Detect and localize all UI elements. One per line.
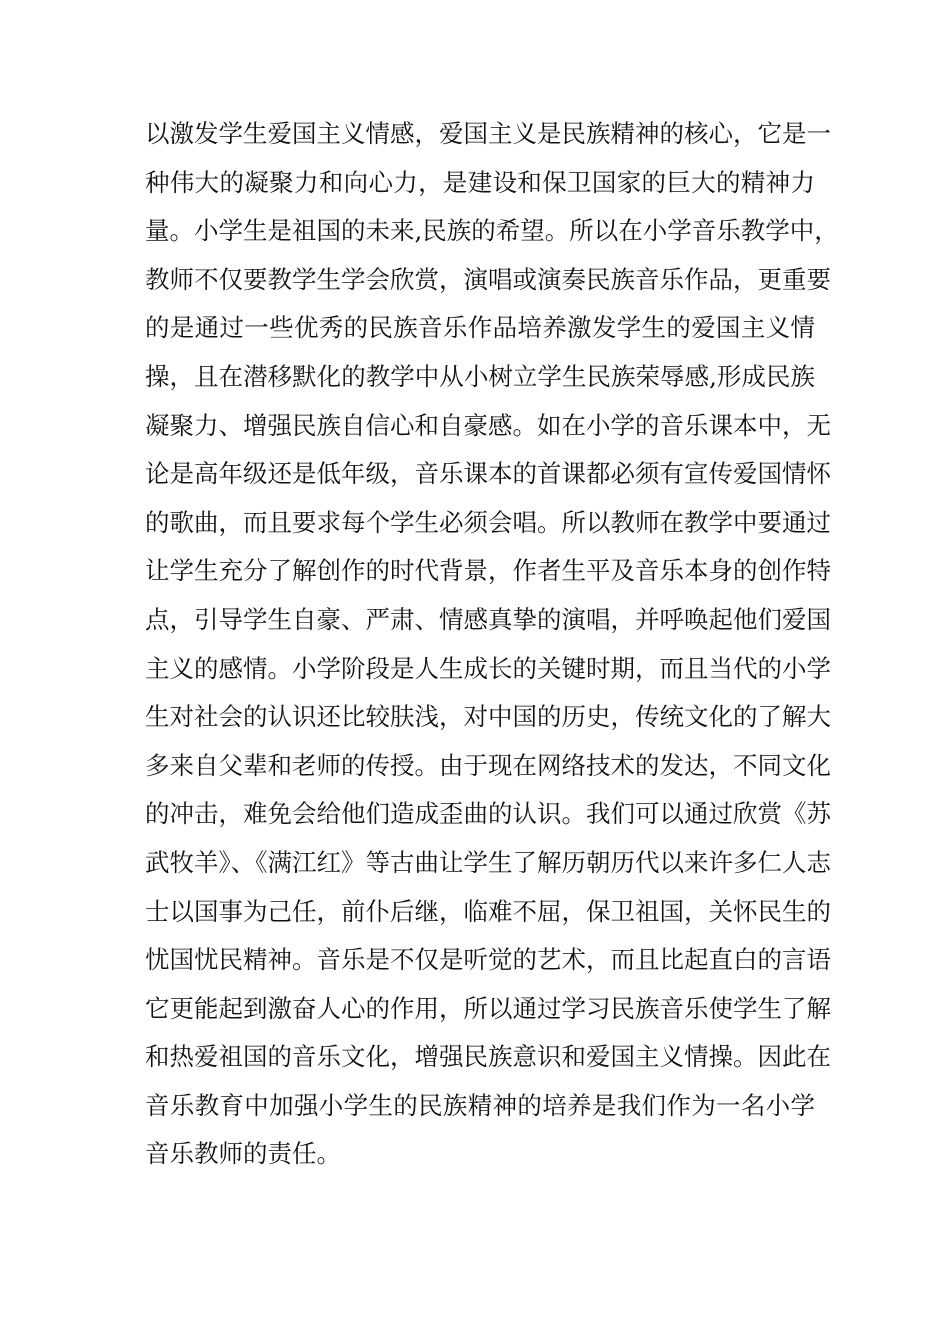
text-line: 武牧羊》、《满江红》等古曲让学生了解历朝历代以来许多仁人志 xyxy=(145,847,831,877)
text-line-last: 音乐教师的责任。 xyxy=(145,1139,341,1169)
text-line: 让学生充分了解创作的时代背景，作者生平及音乐本身的创作特 xyxy=(145,556,831,586)
text-line: 量。小学生是祖国的未来,民族的希望。所以在小学音乐教学中， xyxy=(145,216,839,246)
text-line: 教师不仅要教学生学会欣赏，演唱或演奏民族音乐作品，更重要 xyxy=(145,264,831,294)
text-line: 忧国忧民精神。音乐是不仅是听觉的艺术，而且比起直白的言语 xyxy=(145,945,831,975)
text-line: 主义的感情。小学阶段是人生成长的关键时期，而且当代的小学 xyxy=(145,653,831,683)
text-line: 操，且在潜移默化的教学中从小树立学生民族荣辱感,形成民族 xyxy=(145,361,815,391)
text-line: 论是高年级还是低年级，音乐课本的首课都必须有宣传爱国情怀 xyxy=(145,459,831,489)
text-line: 的歌曲，而且要求每个学生必须会唱。所以教师在教学中要通过 xyxy=(145,507,831,537)
text-line: 士以国事为己任，前仆后继，临难不屈，保卫祖国，关怀民生的 xyxy=(145,896,831,926)
text-line: 生对社会的认识还比较肤浅，对中国的历史，传统文化的了解大 xyxy=(145,702,831,732)
body-paragraph xyxy=(145,110,839,1179)
text-line: 和热爱祖国的音乐文化，增强民族意识和爱国主义情操。因此在 xyxy=(145,1042,831,1072)
text-line: 凝聚力、增强民族自信心和自豪感。如在小学的音乐课本中，无 xyxy=(145,410,831,440)
text-line: 点，引导学生自豪、严肃、情感真挚的演唱，并呼唤起他们爱国 xyxy=(145,604,831,634)
text-line: 以激发学生爱国主义情感，爱国主义是民族精神的核心，它是一 xyxy=(145,119,831,148)
text-line: 种伟大的凝聚力和向心力，是建设和保卫国家的巨大的精神力 xyxy=(145,167,815,197)
text-line: 多来自父辈和老师的传授。由于现在网络技术的发达，不同文化 xyxy=(145,750,831,780)
text-line: 它更能起到激奋人心的作用，所以通过学习民族音乐使学生了解 xyxy=(145,993,831,1023)
text-line: 的是通过一些优秀的民族音乐作品培养激发学生的爱国主义情 xyxy=(145,313,815,343)
text-line: 的冲击，难免会给他们造成歪曲的认识。我们可以通过欣赏《苏 xyxy=(145,799,831,829)
text-line: 音乐教育中加强小学生的民族精神的培养是我们作为一名小学 xyxy=(145,1090,815,1120)
